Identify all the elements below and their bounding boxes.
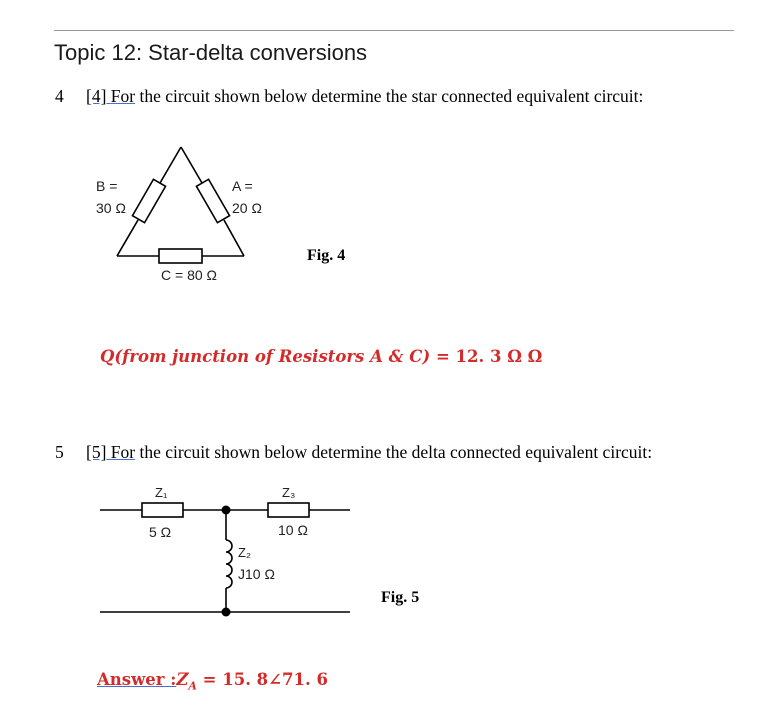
resistor-b-value: 30 Ω <box>96 200 126 216</box>
answer-5-rhs: = 15. 8∠71. 6 <box>196 670 328 689</box>
question-4-body: the circuit shown below determine the star connected equivalent circuit: <box>139 86 644 106</box>
answer-5-label: Answer : <box>97 670 177 689</box>
question-4-marks: [4] <box>86 86 107 106</box>
node-top <box>222 506 231 515</box>
question-5-marks: [5] <box>86 442 107 462</box>
answer-4 <box>100 347 542 366</box>
answer-4-lhs: Q(from junction of Resistors A & C) <box>100 347 431 366</box>
z2-value: J10 Ω <box>238 566 275 582</box>
wire-left-upper <box>160 147 181 183</box>
inductor-z2 <box>226 540 232 588</box>
z1-value: 5 Ω <box>149 524 172 540</box>
answer-4-rhs: 12. 3 Ω Ω <box>455 347 543 366</box>
impedance-z3 <box>268 503 309 517</box>
answer-5-var: Z <box>176 670 189 689</box>
answer-5 <box>97 670 328 692</box>
impedance-z1 <box>142 503 183 517</box>
resistor-b <box>132 179 165 222</box>
question-4-for: For <box>110 86 136 106</box>
z2-label: Z₂ <box>238 545 251 560</box>
t-network <box>100 503 350 612</box>
question-5-text <box>86 442 652 463</box>
delta-triangle <box>117 147 244 263</box>
question-5-body: the circuit shown below determine the delta connected equivalent circuit: <box>139 442 653 462</box>
resistor-b-name: B = <box>96 178 118 194</box>
wire-right-upper <box>181 147 202 183</box>
resistor-a <box>196 179 229 222</box>
wire-left-lower <box>117 220 138 256</box>
resistor-c <box>159 249 202 263</box>
question-5-number: 5 <box>55 442 64 462</box>
wire-right-lower <box>224 220 244 256</box>
z3-label: Z₃ <box>282 485 296 500</box>
z3-value: 10 Ω <box>278 522 308 538</box>
z1-label: Z₁ <box>155 485 168 500</box>
question-5-for: For <box>110 442 136 462</box>
answer-5-sub: A <box>188 679 197 693</box>
node-bottom <box>222 608 231 617</box>
fig-4-label: Fig. 4 <box>307 247 346 264</box>
answer-4-equals: = <box>430 347 456 366</box>
resistor-a-value: 20 Ω <box>232 200 262 216</box>
resistor-c-label: C = 80 Ω <box>161 267 217 283</box>
question-4-number: 4 <box>55 86 64 106</box>
fig-5-label: Fig. 5 <box>381 589 420 606</box>
resistor-a-name: A = <box>232 178 253 194</box>
page-title: Topic 12: Star-delta conversions <box>54 40 368 65</box>
